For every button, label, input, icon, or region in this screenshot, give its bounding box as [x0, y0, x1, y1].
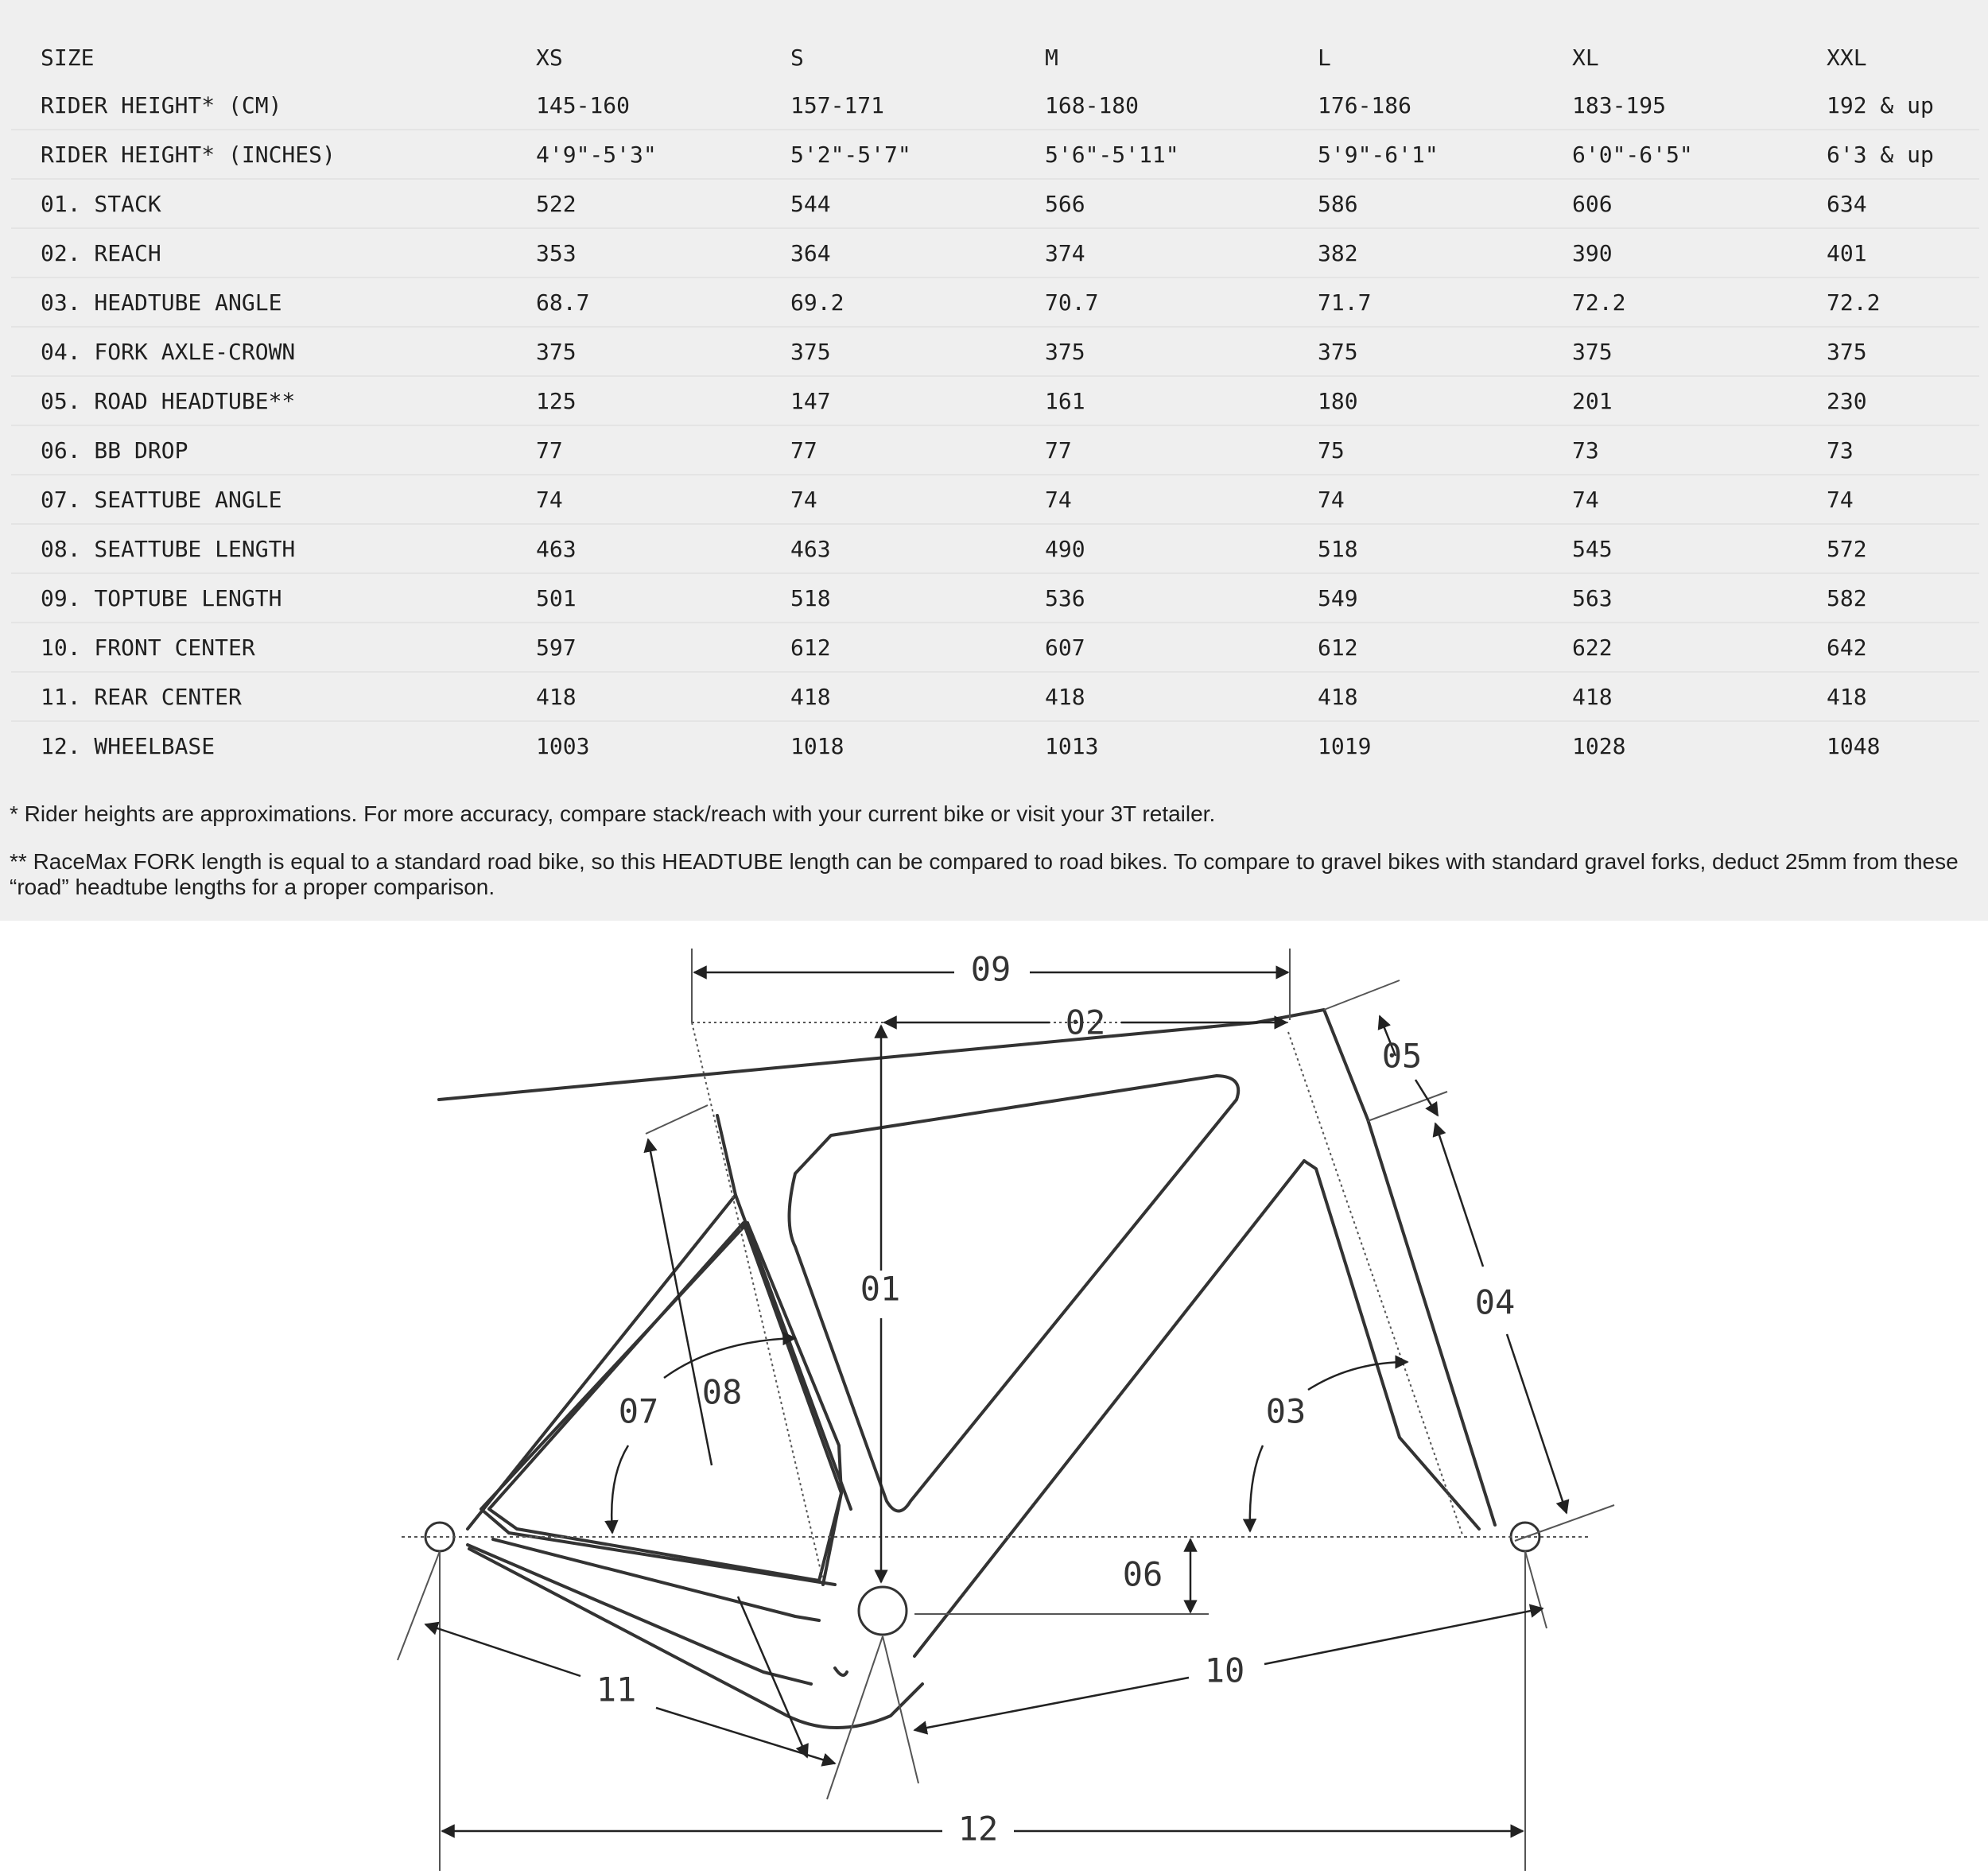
row-label: 07. SEATTUBE ANGLE	[41, 486, 282, 513]
table-cell: 586	[1318, 190, 1358, 217]
row-label: 05. ROAD HEADTUBE**	[41, 387, 296, 414]
table-cell: 69.2	[790, 289, 845, 316]
table-cell: 1018	[790, 732, 845, 759]
table-cell: 74	[1045, 486, 1072, 513]
row-label: 03. HEADTUBE ANGLE	[41, 289, 282, 316]
table-cell: 418	[790, 683, 831, 710]
table-cell: 418	[1572, 683, 1613, 710]
table-cell: 157-171	[790, 91, 885, 118]
table-cell: 68.7	[536, 289, 590, 316]
table-cell: 418	[1318, 683, 1358, 710]
table-cell: 192 & up	[1827, 91, 1934, 118]
header-s: S	[790, 44, 804, 71]
table-row	[11, 672, 1979, 721]
row-label: RIDER HEIGHT* (CM)	[41, 91, 282, 118]
table-cell: 5'6"-5'11"	[1045, 141, 1179, 168]
table-cell: 563	[1572, 584, 1613, 611]
dim-line-05b	[1415, 1080, 1438, 1115]
table-cell: 180	[1318, 387, 1358, 414]
header-xl: XL	[1572, 44, 1599, 71]
table-cell: 75	[1318, 436, 1345, 464]
table-cell: 73	[1572, 436, 1599, 464]
table-cell: 401	[1827, 239, 1867, 266]
row-label: RIDER HEIGHT* (INCHES)	[41, 141, 336, 168]
table-cell: 375	[1318, 338, 1358, 365]
table-cell: 71.7	[1318, 289, 1372, 316]
table-row	[11, 81, 1979, 130]
table-cell: 6'0"-6'5"	[1572, 141, 1693, 168]
table-cell: 418	[1827, 683, 1867, 710]
table-row	[11, 425, 1979, 475]
dimension-labels	[596, 950, 1516, 1849]
frame-outline	[439, 1010, 1495, 1728]
table-cell: 77	[1045, 436, 1072, 464]
table-cell: 418	[536, 683, 577, 710]
table-cell: 77	[536, 436, 563, 464]
label-01: 01	[860, 1269, 901, 1309]
row-label: 11. REAR CENTER	[41, 683, 242, 710]
table-cell: 1048	[1827, 732, 1881, 759]
table-row	[11, 179, 1979, 228]
label-09: 09	[970, 949, 1011, 989]
label-07: 07	[618, 1391, 659, 1431]
table-cell: 125	[536, 387, 577, 414]
table-cell: 74	[1827, 486, 1854, 513]
table-cell: 518	[790, 584, 831, 611]
table-row	[11, 277, 1979, 327]
label-11: 11	[596, 1670, 637, 1709]
table-cell: 375	[536, 338, 577, 365]
table-cell: 607	[1045, 634, 1085, 661]
table-cell: 364	[790, 239, 831, 266]
table-cell: 501	[536, 584, 577, 611]
table-cell: 518	[1318, 535, 1358, 562]
label-05: 05	[1381, 1036, 1423, 1076]
dim-arc-03	[1308, 1362, 1408, 1390]
table-cell: 183-195	[1572, 91, 1667, 118]
row-label: 10. FRONT CENTER	[41, 634, 255, 661]
row-label: 04. FORK AXLE-CROWN	[41, 338, 296, 365]
row-label: 08. SEATTUBE LENGTH	[41, 535, 296, 562]
header-xs: XS	[536, 44, 563, 71]
table-cell: 572	[1827, 535, 1867, 562]
bottom-bracket	[859, 1587, 907, 1635]
table-cell: 72.2	[1827, 289, 1881, 316]
table-row	[11, 228, 1979, 277]
dim-line-10	[914, 1678, 1189, 1730]
fork-note: ** RaceMax FORK length is equal to a standard road bike, so this HEADTUBE length can be compared to road bikes. To compare to gravel bikes with standard gravel forks, deduct 25mm from these “road” headtube lengths for a proper comparison.	[10, 849, 1959, 899]
table-cell: 490	[1045, 535, 1085, 562]
row-label: 02. REACH	[41, 239, 161, 266]
table-cell: 1003	[536, 732, 590, 759]
table-row	[11, 721, 1979, 770]
table-row	[11, 327, 1979, 376]
label-10: 10	[1204, 1651, 1245, 1690]
dim-arc-03b	[1250, 1445, 1263, 1531]
table-cell: 73	[1827, 436, 1854, 464]
row-label: 06. BB DROP	[41, 436, 188, 464]
table-cell: 1028	[1572, 732, 1626, 759]
frame-geometry-diagram	[0, 921, 1988, 1874]
table-cell: 549	[1318, 584, 1358, 611]
table-cell: 606	[1572, 190, 1613, 217]
label-03: 03	[1265, 1391, 1307, 1431]
dim-arc-07b	[612, 1445, 628, 1533]
table-cell: 544	[790, 190, 831, 217]
table-cell: 375	[1045, 338, 1085, 365]
table-cell: 375	[1572, 338, 1613, 365]
table-cell: 353	[536, 239, 577, 266]
table-cell: 622	[1572, 634, 1613, 661]
table-row	[11, 573, 1979, 623]
table-cell: 201	[1572, 387, 1613, 414]
table-cell: 6'3 & up	[1827, 141, 1934, 168]
table-row	[11, 623, 1979, 672]
table-cell: 147	[790, 387, 831, 414]
dim-line-10b	[1264, 1608, 1543, 1664]
table-cell: 77	[790, 436, 817, 464]
table-cell: 545	[1572, 535, 1613, 562]
table-cell: 582	[1827, 584, 1867, 611]
table-cell: 642	[1827, 634, 1867, 661]
label-12: 12	[957, 1809, 999, 1849]
label-02: 02	[1065, 1003, 1106, 1042]
table-cell: 375	[790, 338, 831, 365]
dim-line-11b	[656, 1708, 835, 1763]
table-cell: 375	[1827, 338, 1867, 365]
dim-line-11	[425, 1624, 580, 1676]
table-cell: 536	[1045, 584, 1085, 611]
header-size: SIZE	[41, 44, 95, 71]
wheel-axles	[425, 1523, 1540, 1635]
table-cell: 1019	[1318, 732, 1372, 759]
table-cell: 612	[790, 634, 831, 661]
row-label: 09. TOPTUBE LENGTH	[41, 584, 282, 611]
table-cell: 463	[790, 535, 831, 562]
dim-line-08b	[738, 1597, 807, 1757]
table-row	[11, 130, 1979, 179]
label-04: 04	[1474, 1282, 1516, 1322]
row-label: 12. WHEELBASE	[41, 732, 215, 759]
table-cell: 522	[536, 190, 577, 217]
label-06: 06	[1122, 1554, 1163, 1594]
table-cell: 70.7	[1045, 289, 1099, 316]
table-cell: 74	[1318, 486, 1345, 513]
table-cell: 566	[1045, 190, 1085, 217]
table-cell: 72.2	[1572, 289, 1626, 316]
table-cell: 418	[1045, 683, 1085, 710]
table-cell: 74	[790, 486, 817, 513]
table-cell: 4'9"-5'3"	[536, 141, 657, 168]
table-row	[11, 376, 1979, 425]
header-l: L	[1318, 44, 1331, 71]
table-cell: 612	[1318, 634, 1358, 661]
table-cell: 176-186	[1318, 91, 1412, 118]
table-cell: 382	[1318, 239, 1358, 266]
table-cell: 634	[1827, 190, 1867, 217]
header-m: M	[1045, 44, 1058, 71]
table-cell: 74	[536, 486, 563, 513]
label-08: 08	[701, 1372, 743, 1412]
table-header-row	[11, 33, 1979, 81]
table-row	[11, 475, 1979, 524]
table-cell: 5'9"-6'1"	[1318, 141, 1439, 168]
table-cell: 5'2"-5'7"	[790, 141, 911, 168]
header-xxl: XXL	[1827, 44, 1867, 71]
rider-height-note: * Rider heights are approximations. For more accuracy, compare stack/reach with your current bike or visit your 3T retailer.	[10, 801, 1216, 826]
dim-line-04	[1435, 1123, 1483, 1267]
table-row	[11, 524, 1979, 573]
geometry-table	[11, 33, 1979, 770]
table-cell: 597	[536, 634, 577, 661]
table-cell: 390	[1572, 239, 1613, 266]
dim-arc-07	[664, 1338, 795, 1378]
table-cell: 230	[1827, 387, 1867, 414]
table-cell: 161	[1045, 387, 1085, 414]
table-cell: 1013	[1045, 732, 1099, 759]
table-cell: 168-180	[1045, 91, 1140, 118]
dim-line-04b	[1507, 1334, 1567, 1513]
table-cell: 463	[536, 535, 577, 562]
table-cell: 145-160	[536, 91, 631, 118]
row-label: 01. STACK	[41, 190, 161, 217]
table-cell: 74	[1572, 486, 1599, 513]
table-cell: 374	[1045, 239, 1085, 266]
